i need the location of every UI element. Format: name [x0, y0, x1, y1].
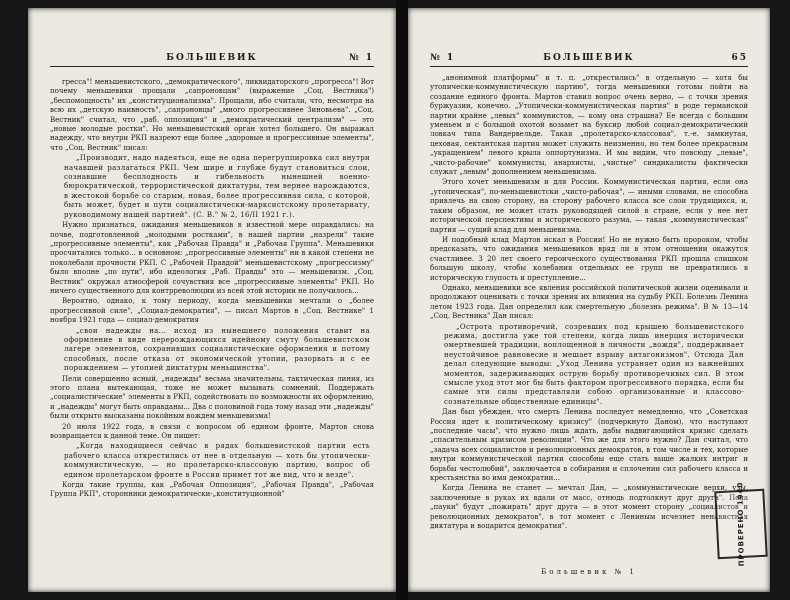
body-paragraph: Этого хочет меньшевизм и для России. Коммунистическая партия, если она „утопическая", по-меньшевистски „чисто-рабочая", — иными словами, не способна привлечь на свою сторону, на сторону рабочего класса все слои трудящихся, и, таким образом, не может стать руководящей силой в стране, если у нее нет исторической перспективы и исторического разума, — такая „коммунистическая" партия — сущий клад для меньшевизма.: [430, 178, 748, 234]
body-paragraph: гресса"! меньшевистского, „демократического", ликвидаторского „прогресса"! Вот почему меньшевики прощали „сапроновцам" (выражение „Соц. Вестника") „беспомощность" их „конституционализма". Прощали, ибо считали, что, несмотря на всю их „детскую наивность", „сапроновцы" „много прогрессивнее Зиновьева". „Соц. Вестник" считал, что „раб. оппозиция" и „демократический централизм" — это „новые молодые ростки". Но меньшевистский орган хотел большего. Он выражал надежду, что внутри РКП назреют еще более „здоровые и прогрессивные элементы", что „Соц. Вестник" писал:: [50, 78, 374, 152]
quote-paragraph: „Острота противоречий, созревших под крышею большевистского режима, достигла уже той степени, когда лишь инерция исторически омертвевшей традиции, воплощенной в личности „вождя", поддерживает неустойчивое равновесие и мешает взрыву антагонизмов". Отсюда Дан делал следующие выводы: „Уход Ленина устраняет один из важнейших моментов, задерживающих острую борьбу противоречивых сил. В этом смысле уход этот мог бы быть фактором прогрессивного порядка, если бы самые эти силы представляли собою организованные и классово-сознательные общественные единицы".: [444, 322, 744, 406]
right-header-page-number: 65: [731, 53, 748, 63]
right-page: [408, 8, 770, 592]
body-paragraph: 20 июля 1922 года, в связи с вопросом об едином фронте, Мартов снова возвращается к данной теме. Он пишет:: [50, 422, 374, 441]
body-paragraph: Однако, меньшевики все явления российской политической жизни оценивали и продолжают оценивать с точки зрения их влияния на судьбу РКП. Болезнь Ленина летом 1923 года. Дан определил как смертельную „болезнь режима". В № 13—14 „Соц. Вестника" Дан писал:: [430, 283, 748, 321]
book-binding: [396, 0, 408, 600]
body-paragraph: „анонимной платформы" и т. п. „открестились" в отдельную — хотя бы утопически-коммунистическую партию", тогда меньшевики готовы пойти на создание единого фронта. Мартов ставил вопрос очень верно, — с точки зрения буржуазии, конечно. „Утопически-коммунистическая партия" в роде германской партии крайне „левых" коммунистов, — кому она страшна? Ее всегда с большим уменьем и с большой охотой возьмет на буксир любой социал-демократический ловкач типа Вандервельде. Такая „пролетарско-классовая", т.-е. замкнутая, цеховая, сектантская партия может служить неизменно, но тем более прекрасным „укращением" левого крыла оппортунизма. И мы видим, что повсюду „левые", „чисто-рабочие" коммунисты, анархисты, „чистые" синдикалисты фактически служат „левым" дополнением меньшевизма.: [430, 74, 748, 177]
body-paragraph: Когда Ленина не станет — мечтал Дан, — „коммунистические верхи, узы, заключенные в руках их вдали от масс, отнюдь подтолкнут друг друга". Пока „пауки" будут „пожирать" друг друга — в этот момент сторону „социалистов и революционных демократов", в тот момент с Лениным исчезнет ненавистная диктатура и воцарится демократия".: [430, 484, 748, 531]
body-paragraph: И подобный клад Мартов искал в России! Но не нужно быть пророком, чтобы предсказать, что ожидания меньшевиков вряд ли в этом отношении окажутся счастливее. З 20 лет своего героического существования РКП прошла слишком большую школу, чтобы колебания отдельных ее групп не превратились в историческую глупость и преступление...: [430, 235, 748, 282]
right-header-number: № 1: [430, 53, 456, 63]
library-stamp: [714, 481, 767, 567]
right-page-text: [430, 74, 748, 533]
right-page-footer: Большевик № 1: [541, 568, 637, 576]
left-header-title: БОЛЬШЕВИК: [166, 53, 258, 63]
quote-paragraph: „Производит, надо надеяться, еще не одна перегруппировка сил внутри начавшей разлагаться РКП. Чем шире и глубже будут становиться слои, сознавшие бесплодность и гибельность нынешней военно-бюрократической, террористической диктатуры, тем вернее нарождаются, в жестокой борьбе со старым, новая, более прогрессивная сила, с которой, быть может, будет и пути социалистически-марксистскому пролетариату, руководимому нашей партией". (С. В." № 2, 16/II 1921 г.).: [64, 154, 370, 219]
left-page-text: [50, 78, 374, 501]
body-paragraph: Дан был убежден, что смерть Ленина последует немедленно, что „Советская Россия идет к политическому кризису" (подчеркнуто Даном), что наступают „последние часы", что нужно лишь ждать, дабы надвигающийся кризис сделать „спасительным кризисом революции". Что же для этого нужно? Дан считал, что „задача всех социалистов и революционных демократов, в том числе и тех, которые внутри коммунистической партии способны еще стать выше жалких интриг и борьбы честолюбий", заключается в собирании и сплочении сил рабочего класса и крестьянства во имя демократии...: [430, 408, 748, 483]
left-header-number: № 1: [348, 53, 374, 63]
body-paragraph: Когда такие группы, как „Рабочая Оппозиция", „Рабочая Правда", „Рабочая Группа РКП", сторонники демократически-„конституционной": [50, 481, 374, 499]
body-paragraph: Вероятно, однако, к тому периоду, когда меньшевики мечтали о „более прогрессивной силе", „Социал-демократия", — писал Мартов в „Соц. Вестнике" 1 ноября 1921 года — социал-демократия: [50, 297, 374, 325]
body-paragraph: Пели совершенно ясный, „надежды" весьма значительны, тактическая линия, из этого плана вытекающая, тоже не может вызывать сомнений. Поддержать „социалистические" элементы в РКП, содействовать по возможности их оформлению, и „надежды" могут быть оправданы... Два с половиной года тому назад эти „надежды" были открыто высказаны покойным вождем меньшевизма!: [50, 374, 374, 421]
left-page: [28, 8, 396, 592]
right-page-header: [430, 52, 748, 67]
quote-paragraph: „Когда находящиеся сейчас в рядах большевистской партии есть рабочего класса открестились от нее в отдельную — хоть бы утопически-коммунистическую, — но пролетарско-классовую партию, вопрос об едином пролетарском фронте в России примет тот же вид, что и везде".: [64, 442, 370, 479]
quote-paragraph: „свои надежды на... исход из нынешнего положения ставит на оформление в виде перерождающихся идейному смуту большевистском лагере элементов, сохранивших социалистические оформления и потому способных, после отказа от экономической утопии, разорвать и с ее порождением — утопией диктатуры меньшинства".: [64, 326, 370, 373]
right-header-title: БОЛЬШЕВИК: [543, 53, 635, 63]
library-stamp-text: ПРОВЕРЕНО 1940: [736, 481, 746, 567]
body-paragraph: Нужно признаться, ожидания меньшевиков в известной мере оправдались: на почве, подготовленной „молодыми ростками", в нашей партии „назрели" такие „прогрессивные элементы", как „Рабочая Правда" и „Рабочая Группа". Меньшевики просчитались только... в основном: „прогрессивные элементы" ни в какой степени не поколебали прочности РКП. С „Рабочей Правдой" меньшевистскому „прогрессизму" было вполне „по пути", ибо идеология „Раб. Правды" это — меньшевизм. „Соц. Вестник" окружал атмосферой сочувствия все „прогрессивные элементы" РКП. Но ничего существенного для контрреволюции из всей этой истории не получилось...: [50, 221, 374, 295]
left-page-header: [50, 52, 374, 67]
